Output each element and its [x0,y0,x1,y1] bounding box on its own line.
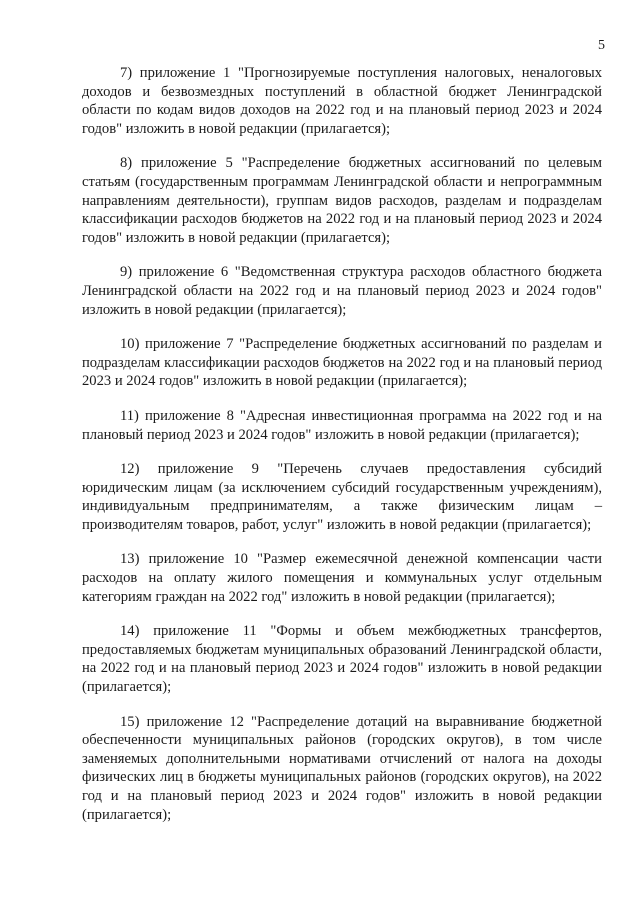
item-13-paragraph: 13) приложение 10 "Размер ежемесячной денежной компенсации части расходов на оплату жилого помещения и коммунальных услуг отдельным категориям граждан на 2022 год" изложить в новой редакции (прилагается); [82,551,602,605]
item-7-paragraph: 7) приложение 1 "Прогнозируемые поступления налоговых, неналоговых доходов и безвозмездных поступлений в областной бюджет Ленинградской области по кодам видов доходов на 2022 год и на плановый период 2023 и 2024 годов" изложить в новой редакции (прилагается); [82,65,602,137]
item-9-paragraph: 9) приложение 6 "Ведомственная структура расходов областного бюджета Ленинградской области на 2022 год и на плановый период 2023 и 2024 годов" изложить в новой редакции (прилагается); [82,264,602,318]
item-11-paragraph: 11) приложение 8 "Адресная инвестиционная программа на 2022 год и на плановый период 2023 и 2024 годов" изложить в новой редакции (прилагается); [82,407,602,443]
item-15-paragraph: 15) приложение 12 "Распределение дотаций на выравнивание бюджетной обеспеченности муниципальных районов (городских округов), в том числе заменяемых дополнительными нормативами отчислений от налога на доходы физических лиц в бюджеты муниципальных районов (городских округов), на 2022 год и на плановый период 2023 и 2024 годов" изложить в новой редакции (прилагается); [82,713,602,823]
item-14-paragraph: 14) приложение 11 "Формы и объем межбюджетных трансфертов, предоставляемых бюджетам муниципальных образований Ленинградской области, на 2022 год и на плановый период 2023 и 2024 годов" изложить в новой редакции (прилагается); [82,623,602,696]
item-8-paragraph: 8) приложение 5 "Распределение бюджетных ассигнований по целевым статьям (государственным программам Ленинградской области и непрограммным направлениям деятельности), группам видов расходов, разделам и подразделам классификации расходов бюджетов на 2022 год и на плановый период 2023 и 2024 годов" изложить в новой редакции (прилагается); [82,155,602,246]
item-12-paragraph: 12) приложение 9 "Перечень случаев предоставления субсидий юридическим лицам (за исключением субсидий государственным учреждениям), индивидуальным предпринимателям, а также физическим лицам – производителям товаров, работ, услуг" изложить в новой редакции (прилагается); [82,461,602,533]
page-number: 5 [598,38,605,53]
item-10-paragraph: 10) приложение 7 "Распределение бюджетных ассигнований по разделам и подразделам классификации расходов бюджетов на 2022 год и на плановый период 2023 и 2024 годов" изложить в новой редакции (прилагается); [82,336,602,390]
document-body [82,64,602,840]
